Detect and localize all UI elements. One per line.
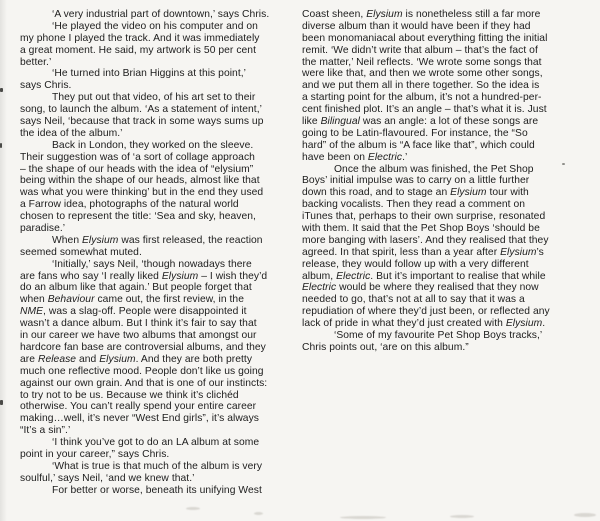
text-line: a great moment. He said, my artwork is 50 per cent <box>20 44 256 56</box>
text-column-left <box>20 9 292 497</box>
text-line: cent finished plot. It’s an angle – that’s what it is. Just <box>302 104 547 116</box>
text-line: Coast sheen, Elysium is nonetheless still a far more <box>302 9 541 20</box>
text-line: ‘I think you’ve got to do an LA album at some <box>52 437 260 449</box>
text-line: repudiation of where they’d just been, or reflected any <box>302 306 550 318</box>
text-line: do an album like that again.’ But people forget that <box>20 282 252 294</box>
text-line: agreed. In that spirit, less than a year after Elysium’s <box>302 246 544 258</box>
text-line: Their suggestion was of ‘a sort of collage approach <box>20 151 255 163</box>
text-line: ‘Some of my favourite Pet Shop Boys tracks,’ <box>334 330 543 342</box>
text-line: a starting point for the album, it’s not a hundred-per- <box>302 92 542 104</box>
text-line: are Release and Elysium. And they are both pretty <box>20 353 253 365</box>
text-line: chosen to represent the title: ‘Sea and sky, heaven, <box>20 211 256 223</box>
text-line: backing vocalists. Then they read a comment on <box>302 199 526 211</box>
text-line: was what you were thinking’ but in the end they used <box>20 187 264 199</box>
text-line: “It’s a sin”.’ <box>20 425 71 437</box>
text-line: Electric would be where they realised that they now <box>302 282 539 294</box>
text-line: ‘A very industrial part of downtown,’ says Chris. <box>52 9 270 20</box>
text-line: my phone I played the track. And it was immediately <box>20 32 260 44</box>
text-line: much one reflective mood. People don’t like us going <box>20 365 264 377</box>
text-line: when Behaviour came out, the first review, in the <box>20 294 244 306</box>
text-line: paradise.’ <box>20 223 66 235</box>
page-binding-edge-shadow <box>0 0 7 521</box>
scan-speck <box>0 143 2 148</box>
scan-smudge <box>340 516 386 519</box>
scan-smudge <box>574 513 596 517</box>
text-line: against our own grain. And that is one of our instincts: <box>20 377 268 389</box>
text-line: says Neil, ‘because that track in some ways sums up <box>20 116 264 128</box>
text-line: ‘What is true is that much of the album is very <box>52 460 263 472</box>
text-line: and we put them all in there together. So the idea is <box>302 80 540 92</box>
scan-speck <box>0 400 3 405</box>
text-line: down this road, and to stage an Elysium tour with <box>302 187 529 199</box>
text-line: in our career we have two albums that amongst our <box>20 330 257 342</box>
text-line: otherwise. You can’t really spend your entire career <box>20 401 257 413</box>
text-line: soulful,’ says Neil, ‘and we knew that.’ <box>20 472 195 484</box>
text-line: been monomaniacal about everything fitting the initial <box>302 32 548 44</box>
text-line: lack of pride in what they’d just created with Elysium. <box>302 318 546 330</box>
text-line: remit. ‘We didn’t write that album – that’s the fact of <box>302 44 538 56</box>
text-line: with them. It said that the Pet Shop Boys ‘should be <box>302 223 540 235</box>
text-line: diverse album than it would have been if they had <box>302 20 531 32</box>
text-line: – the shape of our heads with the idea of “elysium” <box>20 163 254 175</box>
text-line: more banging with lasers’. And they realised that they <box>302 234 549 246</box>
text-line: being within the shape of our heads, almost like that <box>20 175 260 187</box>
text-line: Back in London, they worked on the sleeve. <box>52 139 254 151</box>
text-line: Chris points out, ‘are on this album.” <box>302 341 469 353</box>
text-line: ‘Initially,’ says Neil, ‘though nowadays there <box>52 258 252 270</box>
text-line: have been on Electric.’ <box>302 151 408 163</box>
text-line: says Chris. <box>20 80 72 92</box>
text-line: needed to go, that’s not at all to say that it was a <box>302 294 525 306</box>
text-line: hard” of the album is “A face like that”, which could <box>302 139 535 151</box>
text-line: ‘He turned into Brian Higgins at this point,’ <box>52 68 246 80</box>
text-column-right <box>302 9 580 354</box>
text-line: a Farrow idea, photographs of the natural world <box>20 199 239 211</box>
scan-smudge <box>186 507 200 510</box>
scan-smudge <box>450 515 474 518</box>
scan-smudge <box>254 512 263 515</box>
text-line: Boys’ initial impulse was to carry on a little further <box>302 175 530 187</box>
text-line: seemed somewhat muted. <box>20 246 142 258</box>
text-line: song, to launch the album. ‘As a statement of intent,’ <box>20 104 262 116</box>
text-line: were like that, and then we wrote some other songs, <box>302 68 543 80</box>
scan-speck <box>0 88 3 92</box>
text-line: are fans who say ‘I really liked Elysium – I wish they’d <box>20 270 268 282</box>
text-line: better.’ <box>20 56 52 68</box>
text-line: Once the album was finished, the Pet Shop <box>334 163 534 175</box>
text-line: They put out that video, of his art set to their <box>52 92 256 104</box>
text-line: wasn’t a dance album. But I think it’s fair to say that <box>20 318 257 330</box>
text-line: When Elysium was first released, the reaction <box>52 234 263 246</box>
text-line: release, they would follow up with a very different <box>302 258 529 270</box>
text-line: point in your career,” says Chris. <box>20 448 170 460</box>
text-line: hardcore fan base are controversial albums, and they <box>20 341 266 353</box>
text-line: going to be Latin-flavoured. For instance, the “So <box>302 127 528 139</box>
text-line: iTunes that, perhaps to their own surprise, resonated <box>302 211 546 223</box>
text-line: album, Electric. But it’s important to realise that while <box>302 270 546 282</box>
text-line: making…well, it’s never “West End girls”, it’s always <box>20 413 259 425</box>
scan-dot <box>562 163 565 165</box>
text-line: the matter,’ Neil reflects. ‘We wrote some songs that <box>302 56 542 68</box>
text-line: like Bilingual was an angle: a lot of these songs are <box>302 116 539 128</box>
text-line: NME, was a slag-off. People were disappointed it <box>20 306 247 318</box>
text-line: For better or worse, beneath its unifying West <box>52 484 262 496</box>
text-line: ‘He played the video on his computer and on <box>52 20 258 32</box>
text-line: the idea of the album.’ <box>20 127 123 139</box>
text-line: to try not to be us. Because we think it’s clichéd <box>20 389 239 401</box>
